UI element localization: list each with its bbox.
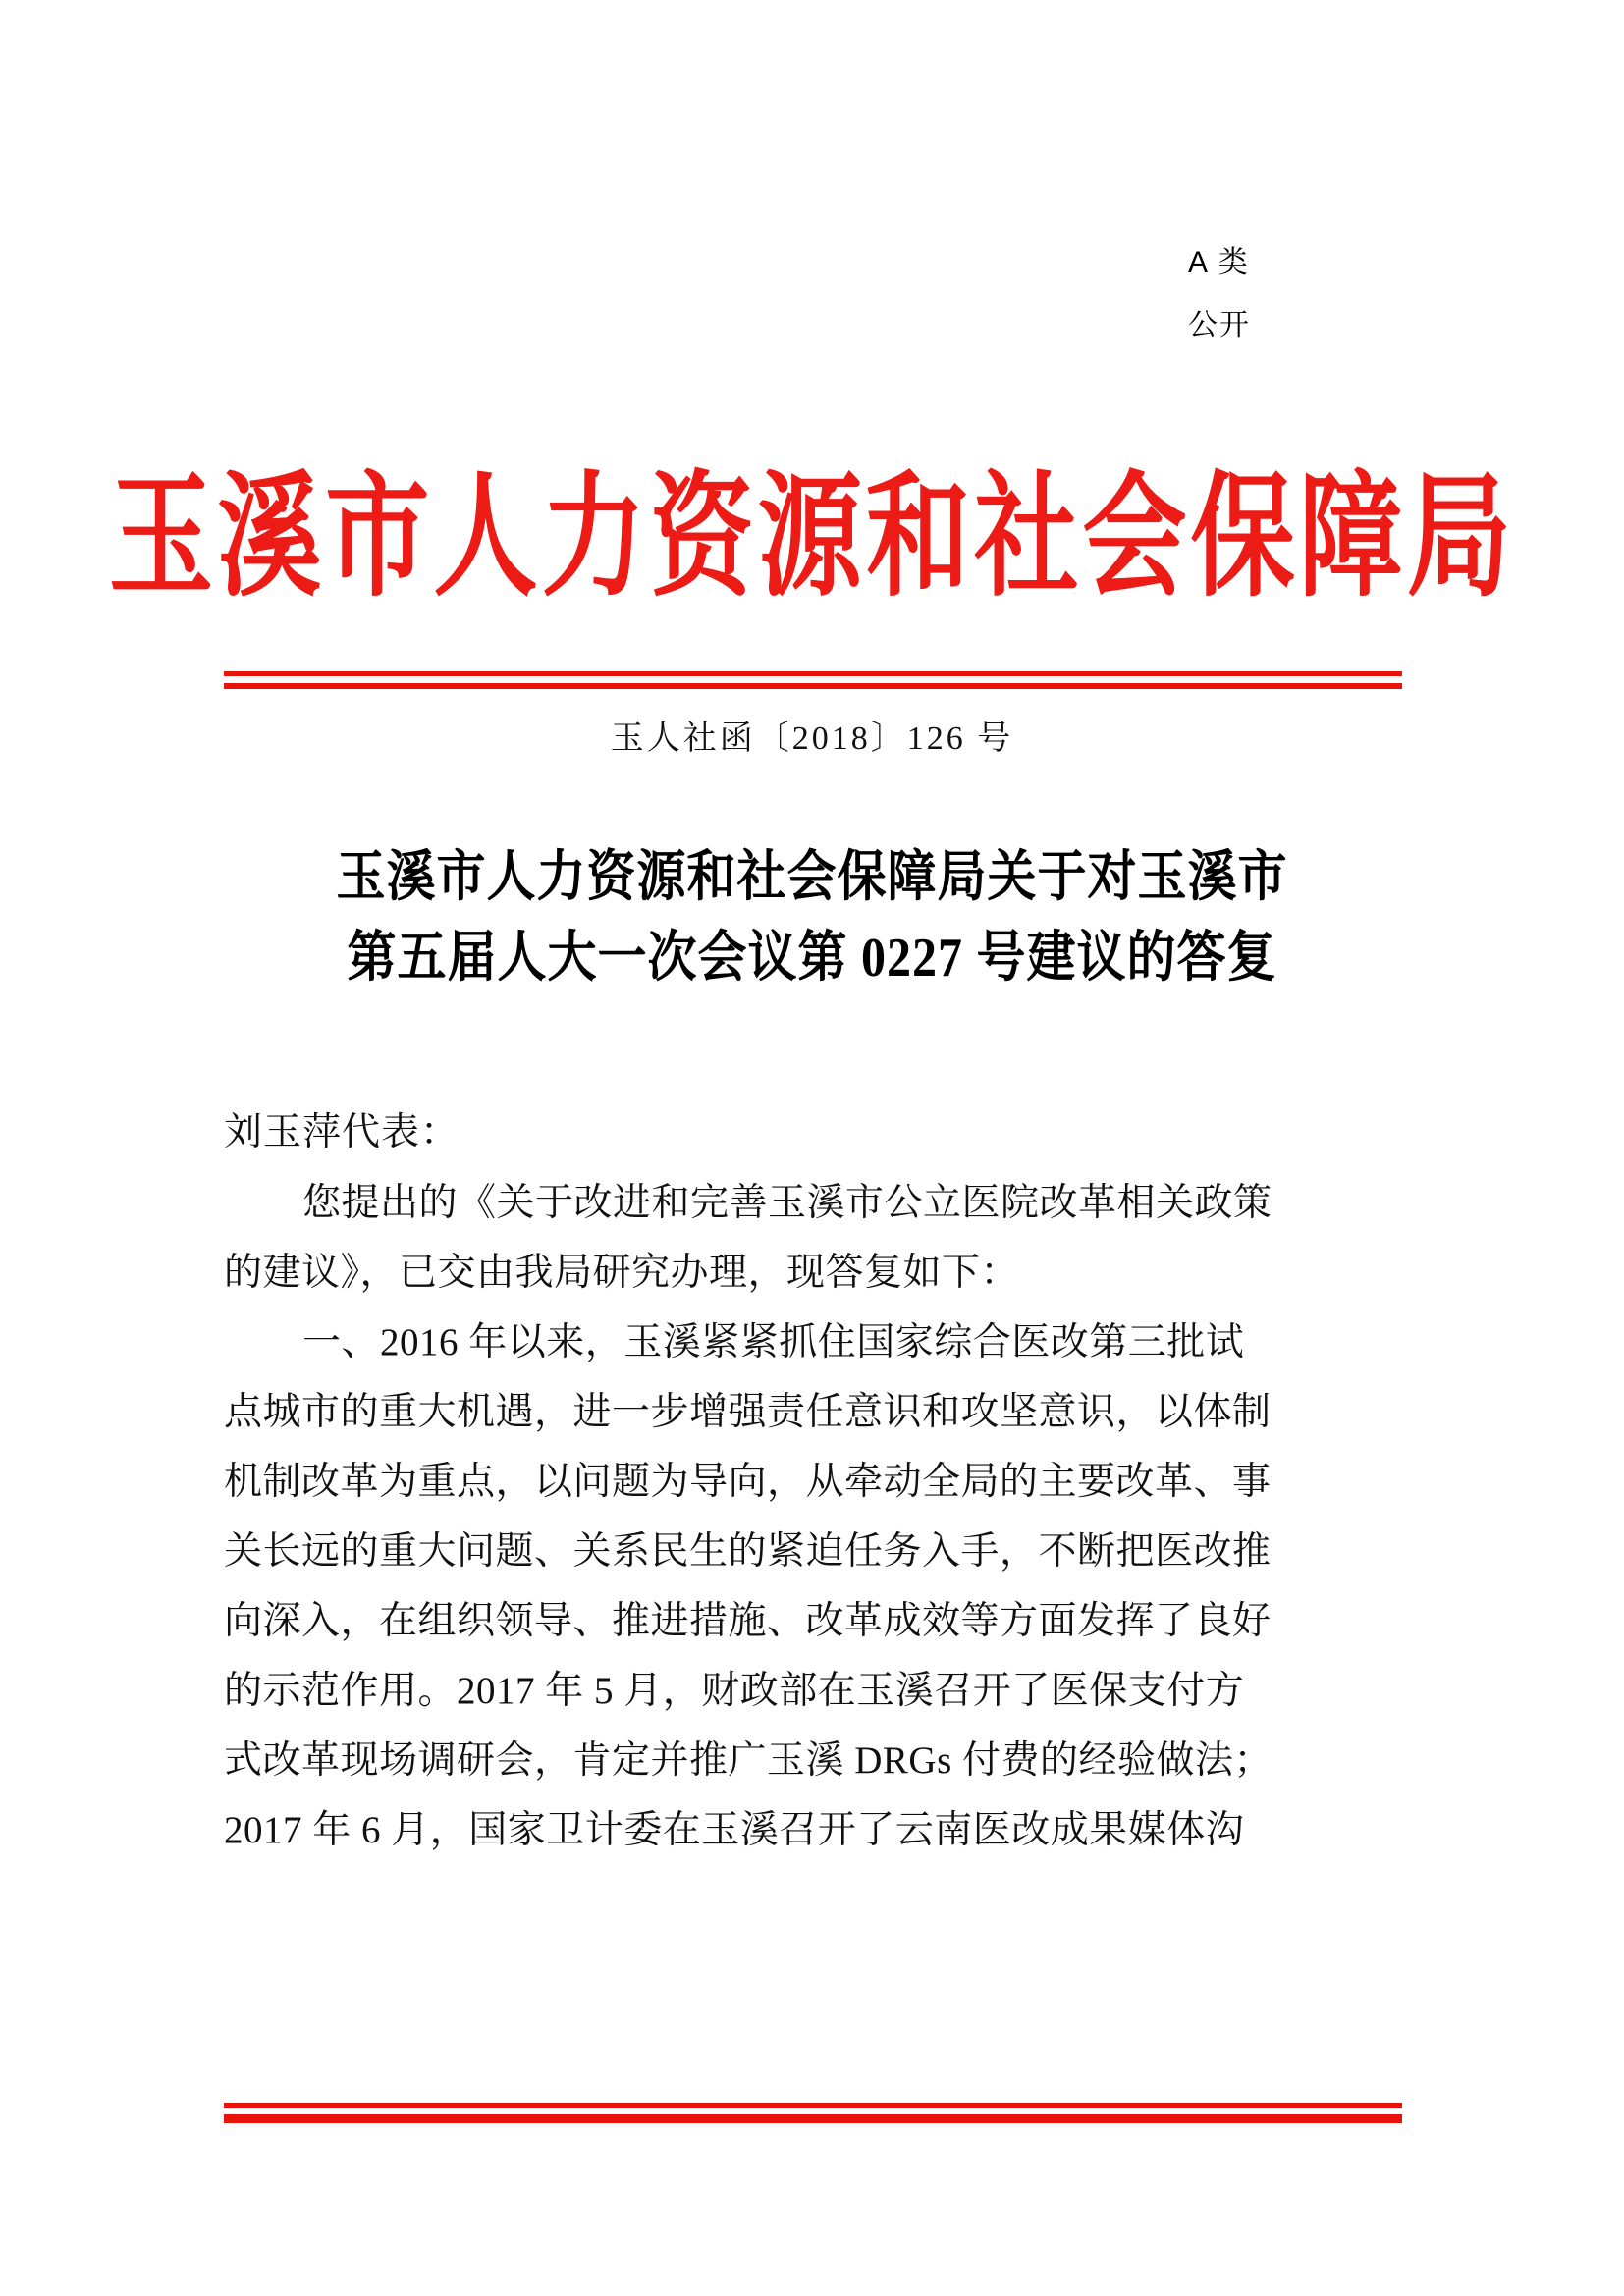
document-title-line-1: 玉溪市人力资源和社会保障局关于对玉溪市: [336, 845, 1288, 908]
footer-rule-lower: [224, 2114, 1402, 2123]
classification-block: [1188, 232, 1404, 357]
body-line: 机制改革为重点，以问题为导向，从牵动全局的主要改革、事: [224, 1461, 1272, 1503]
document-body: [224, 1097, 1402, 1865]
body-line: 2017 年 6 月，国家卫计委在玉溪召开了云南医改成果媒体沟: [224, 1809, 1245, 1851]
header-double-rule: [224, 671, 1402, 689]
masthead-container: [0, 461, 1624, 614]
paragraph-intro: [224, 1168, 1402, 1308]
header-rule-gap: [224, 676, 1402, 683]
classification-category: A 类: [1188, 246, 1250, 279]
footer-rule-gap: [224, 2108, 1402, 2114]
body-line: 点城市的重大机遇，进一步增强责任意识和攻坚意识，以体制: [224, 1391, 1272, 1433]
body-line: 式改革现场调研会，肯定并推广玉溪 DRGs 付费的经验做法；: [224, 1739, 1273, 1782]
document-title-line-2: 第五届人大一次会议第 0227 号建议的答复: [347, 926, 1277, 988]
document-serial-number: 玉人社函〔2018〕126 号: [610, 721, 1014, 757]
body-line: 的示范作用。2017 年 5 月，财政部在玉溪召开了医保支付方: [224, 1670, 1245, 1712]
document-title: [177, 836, 1447, 997]
body-line: 关长远的重大问题、关系民生的紧迫任务入手，不断把医改推: [224, 1530, 1272, 1573]
footer-double-rule: [224, 2103, 1402, 2123]
body-line: 一、2016 年以来，玉溪紧紧抓住国家综合医改第三批试: [302, 1321, 1245, 1363]
issuing-authority-masthead: 玉溪市人力资源和社会保障局: [108, 463, 1516, 614]
body-line: 的建议》，已交由我局研究办理，现答复如下：: [224, 1252, 1020, 1294]
body-line: 您提出的《关于改进和完善玉溪市公立医院改革相关政策: [302, 1182, 1272, 1224]
body-line: 向深入，在组织领导、推进措施、改革成效等方面发挥了良好: [224, 1600, 1272, 1642]
classification-disclosure: 公开: [1188, 309, 1251, 342]
paragraph-item-one: [224, 1308, 1402, 1865]
header-rule-lower: [224, 683, 1402, 689]
salutation: 刘玉萍代表：: [224, 1111, 460, 1153]
